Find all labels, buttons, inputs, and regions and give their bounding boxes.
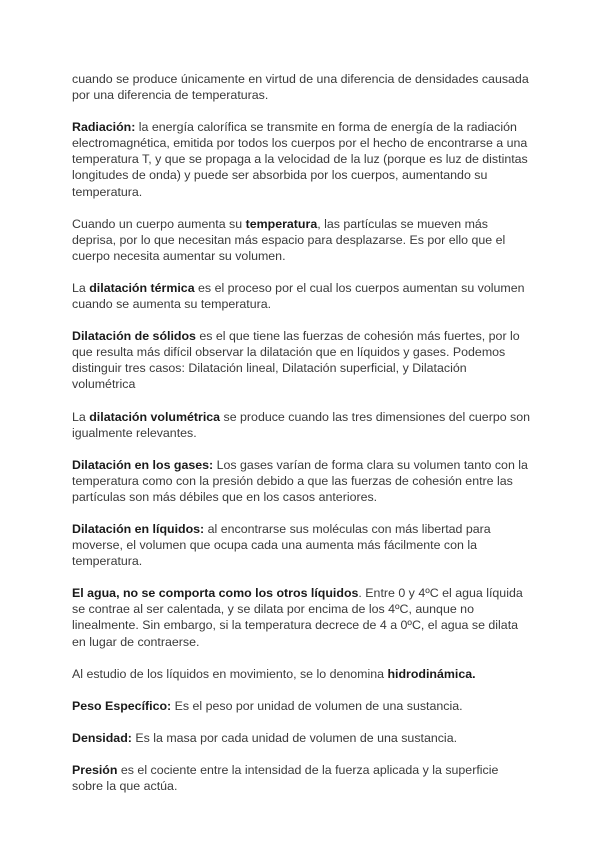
body-text: Cuando un cuerpo aumenta su — [72, 216, 246, 231]
body-text: Es el peso por unidad de volumen de una sustancia. — [171, 698, 463, 713]
bold-term: Densidad: — [72, 730, 132, 745]
paragraph-dilatacion-volumetrica — [72, 409, 532, 441]
body-text: es el que tiene las fuerzas de cohesión más fuertes, por lo que resulta más difícil observar la dilatación que en líquidos y gases. Podemos distinguir tres casos: Dilatación lineal, Dilatación superficial, y Dilatación volumétrica — [72, 329, 520, 392]
bold-term: dilatación térmica — [89, 280, 195, 295]
body-text: se produce cuando las tres dimensiones del cuerpo son igualmente relevantes. — [72, 409, 531, 440]
paragraph-dilatacion-termica — [72, 280, 532, 312]
body-text: Es la masa por cada unidad de volumen de una sustancia. — [131, 730, 458, 745]
body-text: al encontrarse sus moléculas con más libertad para moverse, el volumen que ocupa cada una aumenta más fácilmente con la temperatura. — [72, 521, 491, 569]
body-text: Al estudio de los líquidos en movimiento, se lo denomina — [72, 666, 388, 681]
paragraph-dilatacion-gases — [72, 457, 532, 505]
paragraph-conveccion-cont — [72, 71, 532, 103]
body-text: , las partículas se mueven más deprisa, por lo que necesitan más espacio para desplazarse. Es por ello que el cuerpo necesita aumentar su volumen. — [72, 216, 506, 263]
paragraph-agua — [72, 585, 532, 649]
bold-term: Presión — [72, 762, 118, 777]
body-text: La — [72, 280, 90, 295]
paragraph-peso-especifico — [72, 698, 532, 714]
bold-term: dilatación volumétrica — [89, 409, 221, 424]
paragraph-dilatacion-liquidos — [72, 521, 532, 569]
document-page — [72, 71, 532, 810]
body-text: . Entre 0 y 4ºC el agua líquida se contrae al ser calentada, y se dilata por encima de los 4ºC, aunque no linealmente. Sin embargo, si la temperatura decrece de 4 a 0ºC, el agua se dilata en lugar de contraerse. — [72, 586, 523, 649]
bold-term: temperatura — [245, 216, 318, 231]
bold-term: Dilatación en líquidos: — [72, 521, 205, 536]
bold-term: hidrodinámica. — [387, 666, 476, 681]
body-text: es el proceso por el cual los cuerpos aumentan su volumen cuando se aumenta su temperatura. — [72, 280, 525, 312]
bold-term: Dilatación en los gases: — [72, 457, 214, 472]
paragraph-densidad — [72, 730, 532, 746]
paragraph-temperatura — [72, 216, 532, 264]
paragraph-presion — [72, 762, 532, 794]
paragraph-dilatacion-solidos — [72, 328, 532, 392]
body-text: es el cociente entre la intensidad de la fuerza aplicada y la superficie sobre la que actúa. — [72, 762, 499, 793]
bold-term: Peso Específico: — [72, 698, 172, 713]
body-text: La — [72, 409, 90, 424]
bold-term: El agua, no se comporta como los otros líquidos — [72, 586, 359, 601]
paragraph-radiacion — [72, 119, 532, 199]
body-text: Los gases varían de forma clara su volumen tanto con la temperatura como con la presión debido a que las fuerzas de cohesión entre las partículas son más débiles que en los casos anteriores. — [72, 457, 528, 504]
bold-term: Radiación: — [72, 120, 136, 135]
paragraph-hidrodinamica — [72, 666, 532, 682]
body-text: cuando se produce únicamente en virtud de una diferencia de densidades causada por una diferencia de temperaturas. — [72, 72, 529, 103]
body-text: la energía calorífica se transmite en forma de energía de la radiación electromagnética, emitida por todos los cuerpos por el hecho de encontrarse a una temperatura T, y que se propaga a la velocidad de la luz (porque es luz de distintas longitudes de onda) y puede ser absorbida por los cuerpos, aumentando su temperatura. — [72, 120, 528, 199]
bold-term: Dilatación de sólidos — [72, 329, 196, 344]
